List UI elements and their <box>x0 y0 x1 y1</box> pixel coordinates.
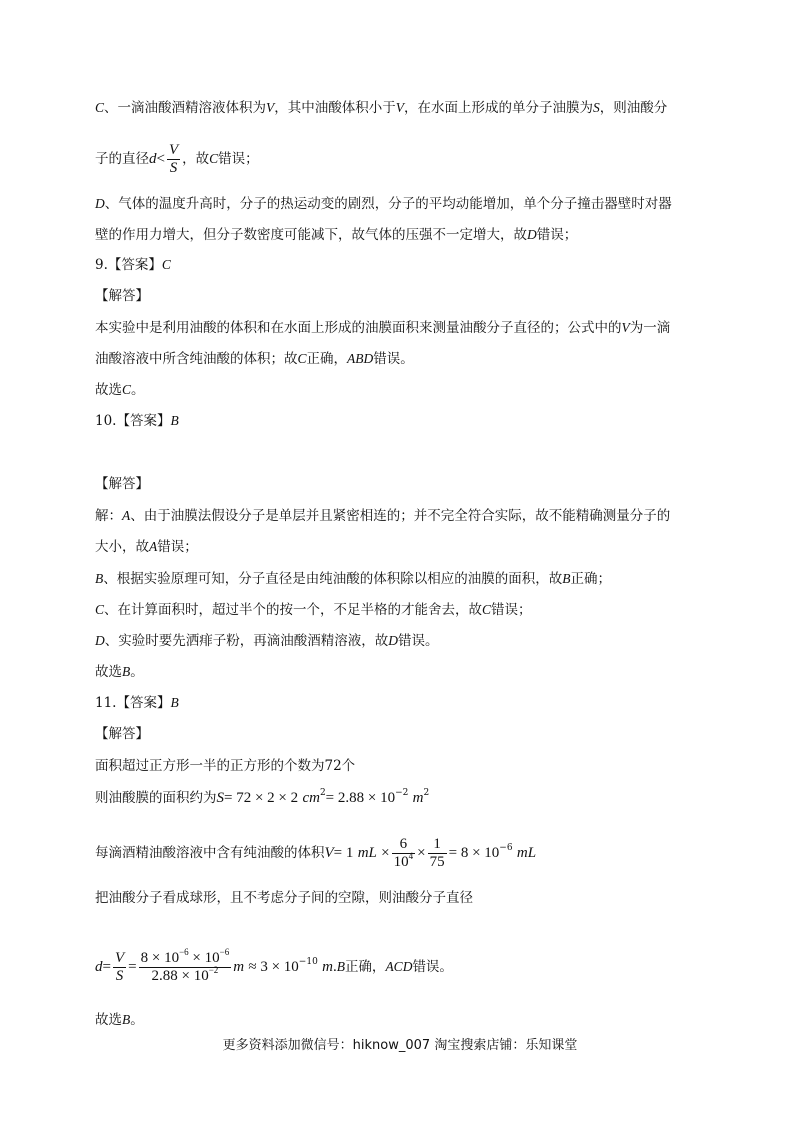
text: 错误。 <box>412 959 453 975</box>
var-v: V <box>621 320 630 335</box>
text: 、根据实验原理可知，分子直径是由纯油酸的体积除以相应的油膜的面积，故 <box>103 571 563 587</box>
text: 错误。 <box>398 633 439 649</box>
answer-letter: B <box>170 695 179 710</box>
q11-line1: 面积超过正方形一半的正方形的个数为72个 <box>95 758 356 774</box>
times: × <box>381 845 390 861</box>
q10-selection <box>95 662 144 682</box>
fraction-v-over-s <box>167 142 180 177</box>
text: 、气体的温度升高时，分子的热运动变的剧烈，分子的平均动能增加，单个分子撞击器壁时对器 <box>104 196 672 212</box>
var-d: d <box>149 151 157 167</box>
fraction-6-over-10e4 <box>392 836 416 871</box>
text: 大小，故 <box>95 539 149 555</box>
option-letter: C <box>122 382 132 397</box>
exponent: −10 <box>298 957 318 967</box>
text: ，其中油酸体积小于 <box>274 100 396 116</box>
text: 正确， <box>344 959 386 975</box>
text: 、实验时要先洒痱子粉，再滴油酸酒精溶液，故 <box>104 633 389 649</box>
var-s: S <box>216 790 224 806</box>
option-letters: ABD <box>347 351 374 366</box>
option-d-line1 <box>95 194 672 214</box>
numerator: V <box>114 950 125 966</box>
text: ，则油酸分 <box>599 100 668 116</box>
option-letter: C <box>95 602 105 617</box>
unit: m <box>412 790 424 806</box>
denominator <box>139 965 232 985</box>
formula-part: ≈ 3 × 10 <box>248 959 299 975</box>
text: 、由于油膜法假设分子是单层并且紧密相连的；并不完全符合实际，故不能精确测量分子的 <box>130 508 671 524</box>
option-c-line2 <box>95 142 259 177</box>
formula-part: = 1 <box>333 845 354 861</box>
numerator: 6 <box>392 836 416 854</box>
text: 错误。 <box>373 351 414 367</box>
exponent: 4 <box>408 851 414 861</box>
exponent: −6 <box>219 947 230 957</box>
option-letters: ACD <box>385 959 413 974</box>
q11-selection <box>95 1010 144 1030</box>
unit: m <box>233 959 245 975</box>
text: 为一滴 <box>629 320 671 336</box>
text: 子的直径 <box>95 151 149 167</box>
formula-part: = 2.88 × 10 <box>325 790 396 806</box>
denominator: 75 <box>429 854 445 870</box>
q11-answer <box>95 693 179 713</box>
answer-label: 11.【答案】 <box>95 695 171 711</box>
option-letter: B <box>562 571 571 586</box>
answer-letter: C <box>161 257 171 272</box>
option-letter: B <box>122 1012 131 1027</box>
q11-diameter-formula <box>95 947 453 985</box>
option-letter: D <box>527 227 537 242</box>
q10-option-b <box>95 569 611 589</box>
exponent: −2 <box>208 965 219 975</box>
answer-label: 10.【答案】 <box>95 413 171 429</box>
less-than: < <box>156 151 165 167</box>
text: 则油酸膜的面积约为 <box>95 790 217 806</box>
option-d-line2 <box>95 225 577 245</box>
option-letter: B <box>95 571 104 586</box>
text: 、在计算面积时，超过半个的按一个，不足半格的才能舍去，故 <box>104 602 483 618</box>
option-letter: D <box>95 196 105 211</box>
answer-letter: B <box>170 413 179 428</box>
var-s: S <box>593 100 600 115</box>
text: 错误； <box>218 151 259 167</box>
var-d: d <box>95 959 103 975</box>
equals: = <box>102 959 111 975</box>
q9-selection <box>95 380 145 400</box>
text: 故选 <box>95 1012 122 1028</box>
var-v: V <box>324 845 334 861</box>
text: ，在水面上形成的单分子油膜为 <box>404 100 594 116</box>
denominator: S <box>169 160 178 176</box>
option-letter: A <box>149 539 158 554</box>
numerator: V <box>168 142 179 158</box>
unit: m <box>322 959 333 975</box>
text: 正确； <box>570 571 611 587</box>
q9-jieda: 【解答】 <box>95 288 149 304</box>
option-letter: C <box>95 100 105 115</box>
unit: cm <box>302 790 320 806</box>
base: 10 <box>393 854 409 870</box>
fraction-value <box>139 947 232 985</box>
formula-part: = 72 × 2 × 2 <box>224 790 299 806</box>
option-letter: C <box>482 602 492 617</box>
option-letter: C <box>209 151 219 166</box>
text: 故选 <box>95 382 122 398</box>
num-part: 8 × 10 <box>140 950 180 966</box>
fraction-1-over-75 <box>428 836 447 871</box>
den-part: 2.88 × 10 <box>151 968 209 984</box>
text: 解： <box>95 508 122 524</box>
q10-answer <box>95 411 179 431</box>
numerator: 1 <box>428 836 447 854</box>
denominator: S <box>115 968 124 984</box>
text: 。 <box>130 664 144 680</box>
text: ，故 <box>182 151 210 167</box>
formula-part: = 8 × 10 <box>448 845 500 861</box>
q10-option-c <box>95 600 532 620</box>
option-letter: C <box>297 351 307 366</box>
q9-explanation-line1 <box>95 318 670 338</box>
text: 。 <box>131 382 145 398</box>
option-letter: D <box>388 633 398 648</box>
q11-line4: 把油酸分子看成球形，且不考虑分子间的空隙，则油酸分子直径 <box>95 890 473 906</box>
option-letter: A <box>122 508 131 523</box>
q10-jieda: 【解答】 <box>95 476 149 492</box>
num-part: × 10 <box>188 950 220 966</box>
text: 错误； <box>491 602 532 618</box>
text: 油酸溶液中所含纯油酸的体积；故 <box>95 351 298 367</box>
text: 错误； <box>536 227 578 243</box>
exponent: −6 <box>179 947 189 957</box>
equals: = <box>128 959 137 975</box>
q9-explanation-line2 <box>95 349 414 369</box>
var-v: V <box>395 100 405 115</box>
q10-option-d <box>95 631 439 651</box>
times: × <box>417 845 426 861</box>
exponent: −2 <box>395 788 409 798</box>
option-letter: D <box>95 633 105 648</box>
exponent: 2 <box>319 788 326 798</box>
option-letter: B <box>122 664 131 679</box>
unit: mL <box>516 845 537 861</box>
q10-option-a-line1 <box>95 506 670 526</box>
exponent: −6 <box>499 843 513 853</box>
var-v: V <box>266 100 275 115</box>
q11-volume-formula <box>95 836 536 871</box>
q10-option-a-line2 <box>95 537 198 557</box>
option-letter: B <box>336 959 345 974</box>
text: 正确， <box>306 351 348 367</box>
q9-answer <box>95 255 171 275</box>
fraction-v-over-s <box>113 950 126 985</box>
text: 壁的作用力增大，但分子数密度可能减下，故气体的压强不一定增大，故 <box>95 227 527 243</box>
q11-jieda: 【解答】 <box>95 726 149 742</box>
text: 每滴酒精油酸溶液中含有纯油酸的体积 <box>95 845 325 861</box>
period: . <box>332 959 337 975</box>
page-footer: 更多资料添加微信号：hiknow_007 淘宝搜索店铺：乐知课堂 <box>222 1038 578 1053</box>
unit: mL <box>357 845 377 861</box>
option-c-line1 <box>95 98 667 118</box>
text: 。 <box>130 1012 144 1028</box>
exponent: 2 <box>423 788 430 798</box>
denominator <box>392 851 416 871</box>
text: 错误； <box>157 539 198 555</box>
text: 本实验中是利用油酸的体积和在水面上形成的油膜面积来测量油酸分子直径的；公式中的 <box>95 320 622 336</box>
text: 、一滴油酸酒精溶液体积为 <box>104 100 267 116</box>
answer-label: 9.【答案】 <box>95 257 162 273</box>
q11-area-formula <box>95 788 429 808</box>
text: 故选 <box>95 664 122 680</box>
